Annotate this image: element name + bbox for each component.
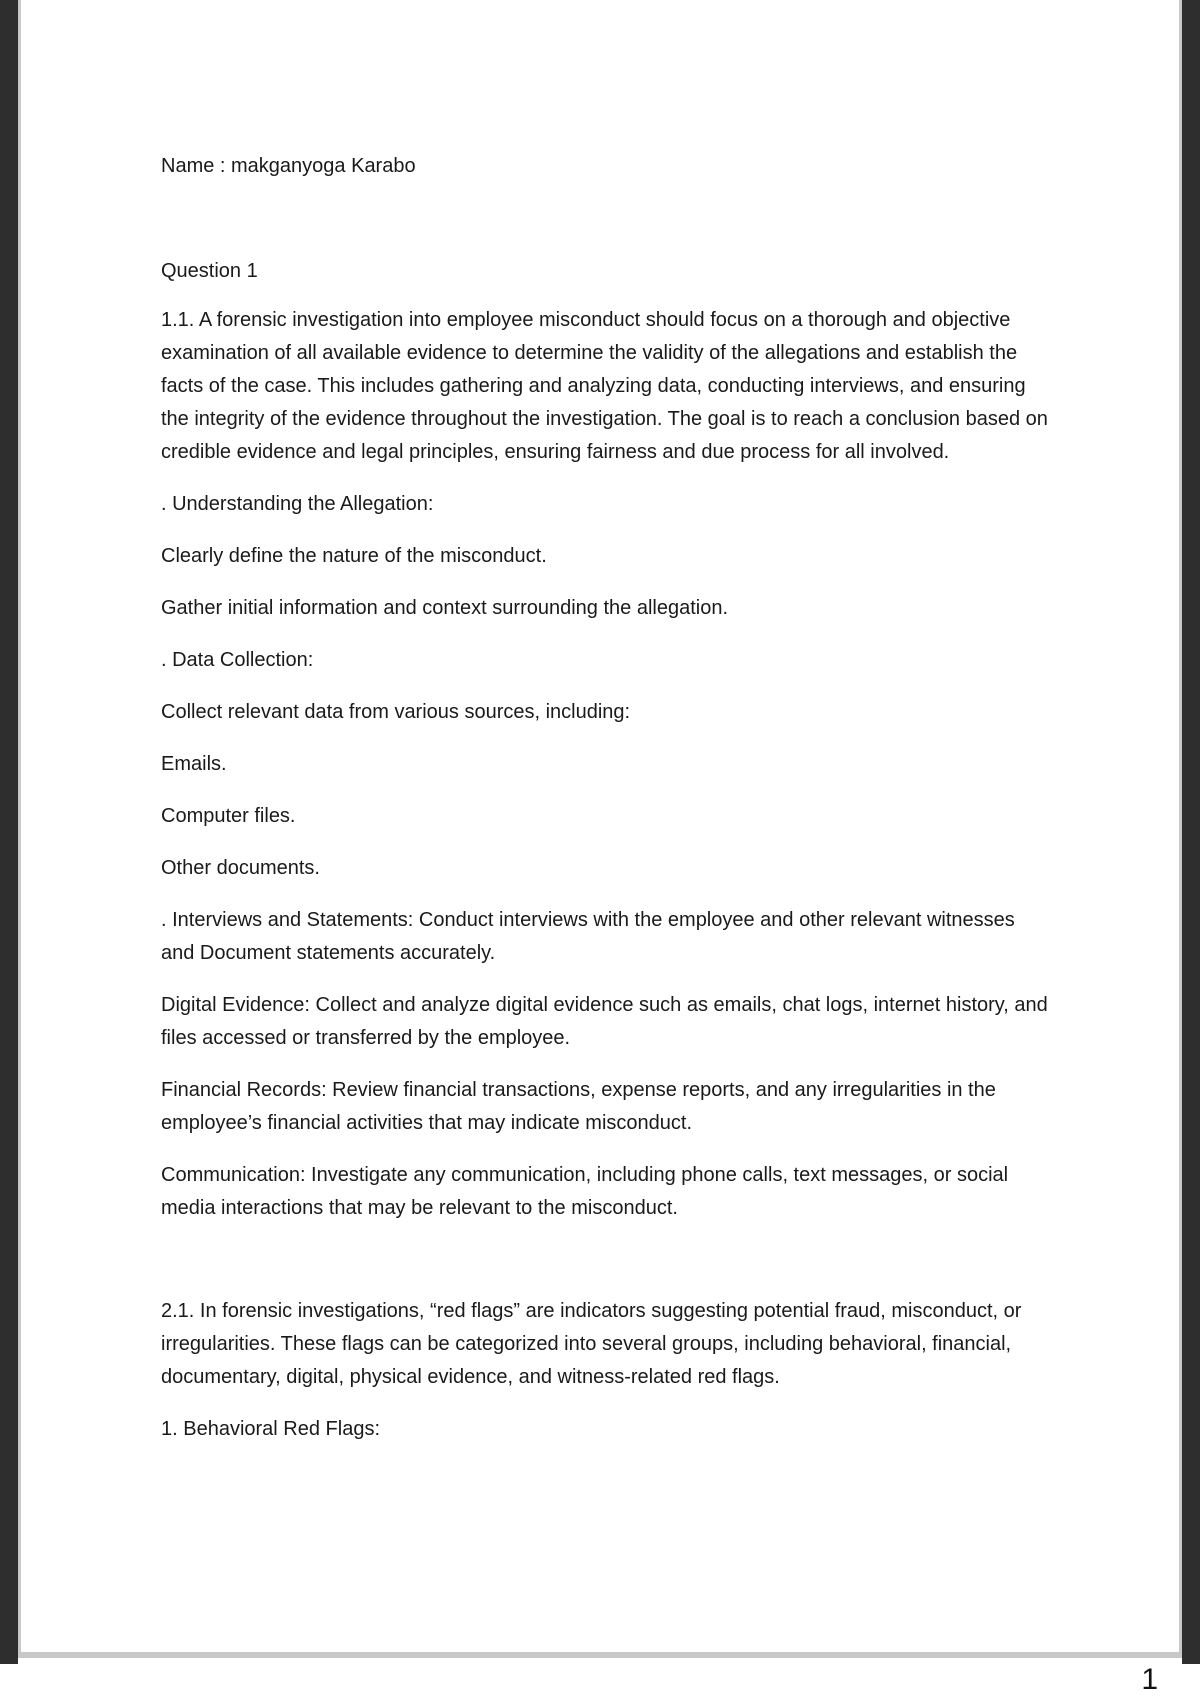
paragraph-digital-evidence: Digital Evidence: Collect and analyze digital evidence such as emails, chat logs, internet history, and files accessed or transferred by the employee. [161, 994, 1048, 1049]
paragraph-computer-files: Computer files. [161, 805, 296, 827]
paragraph-gather-information: Gather initial information and context surrounding the allegation. [161, 597, 729, 619]
paragraph-behavioral-red-flags: 1. Behavioral Red Flags: [161, 1418, 381, 1440]
paragraph-red-flags: 2.1. In forensic investigations, “red flags” are indicators suggesting potential fraud, misconduct, or irregularities. These flags can be categorized into several groups, including behavioral, financial, documentary, digital, physical evidence, and witness-related red flags. [161, 1300, 1022, 1388]
viewer-left-border [0, 0, 18, 1664]
viewer-right-border [1182, 0, 1200, 1664]
paragraph-define-misconduct: Clearly define the nature of the misconduct. [161, 545, 547, 567]
paragraph-collect-data: Collect relevant data from various sources, including: [161, 701, 631, 723]
paragraph-intro: 1.1. A forensic investigation into employee misconduct should focus on a thorough and objective examination of all available evidence to determine the validity of the allegations and establish the facts of the case. This includes gathering and analyzing data, conducting interviews, and ensuring the integrity of the evidence throughout the investigation. The goal is to reach a conclusion based on credible evidence and legal principles, ensuring fairness and due process for all involved. [161, 309, 1048, 463]
page-number: 1 [1141, 1663, 1158, 1696]
paragraph-communication: Communication: Investigate any communication, including phone calls, text messages, or social media interactions that may be relevant to the misconduct. [161, 1164, 1009, 1219]
paragraph-emails: Emails. [161, 753, 227, 775]
paragraph-other-documents: Other documents. [161, 857, 320, 879]
student-name-line: Name : makganyoga Karabo [161, 155, 416, 177]
document-body [161, 150, 1051, 1465]
paragraph-understanding-allegation: . Understanding the Allegation: [161, 493, 434, 515]
paragraph-data-collection: . Data Collection: [161, 649, 314, 671]
document-page[interactable] [18, 0, 1182, 1658]
question-heading: Question 1 [161, 260, 258, 282]
paragraph-financial-records: Financial Records: Review financial transactions, expense reports, and any irregularities in the employee’s financial activities that may indicate misconduct. [161, 1079, 996, 1134]
paragraph-interviews: . Interviews and Statements: Conduct interviews with the employee and other relevant witnesses and Document statements accurately. [161, 909, 1015, 964]
